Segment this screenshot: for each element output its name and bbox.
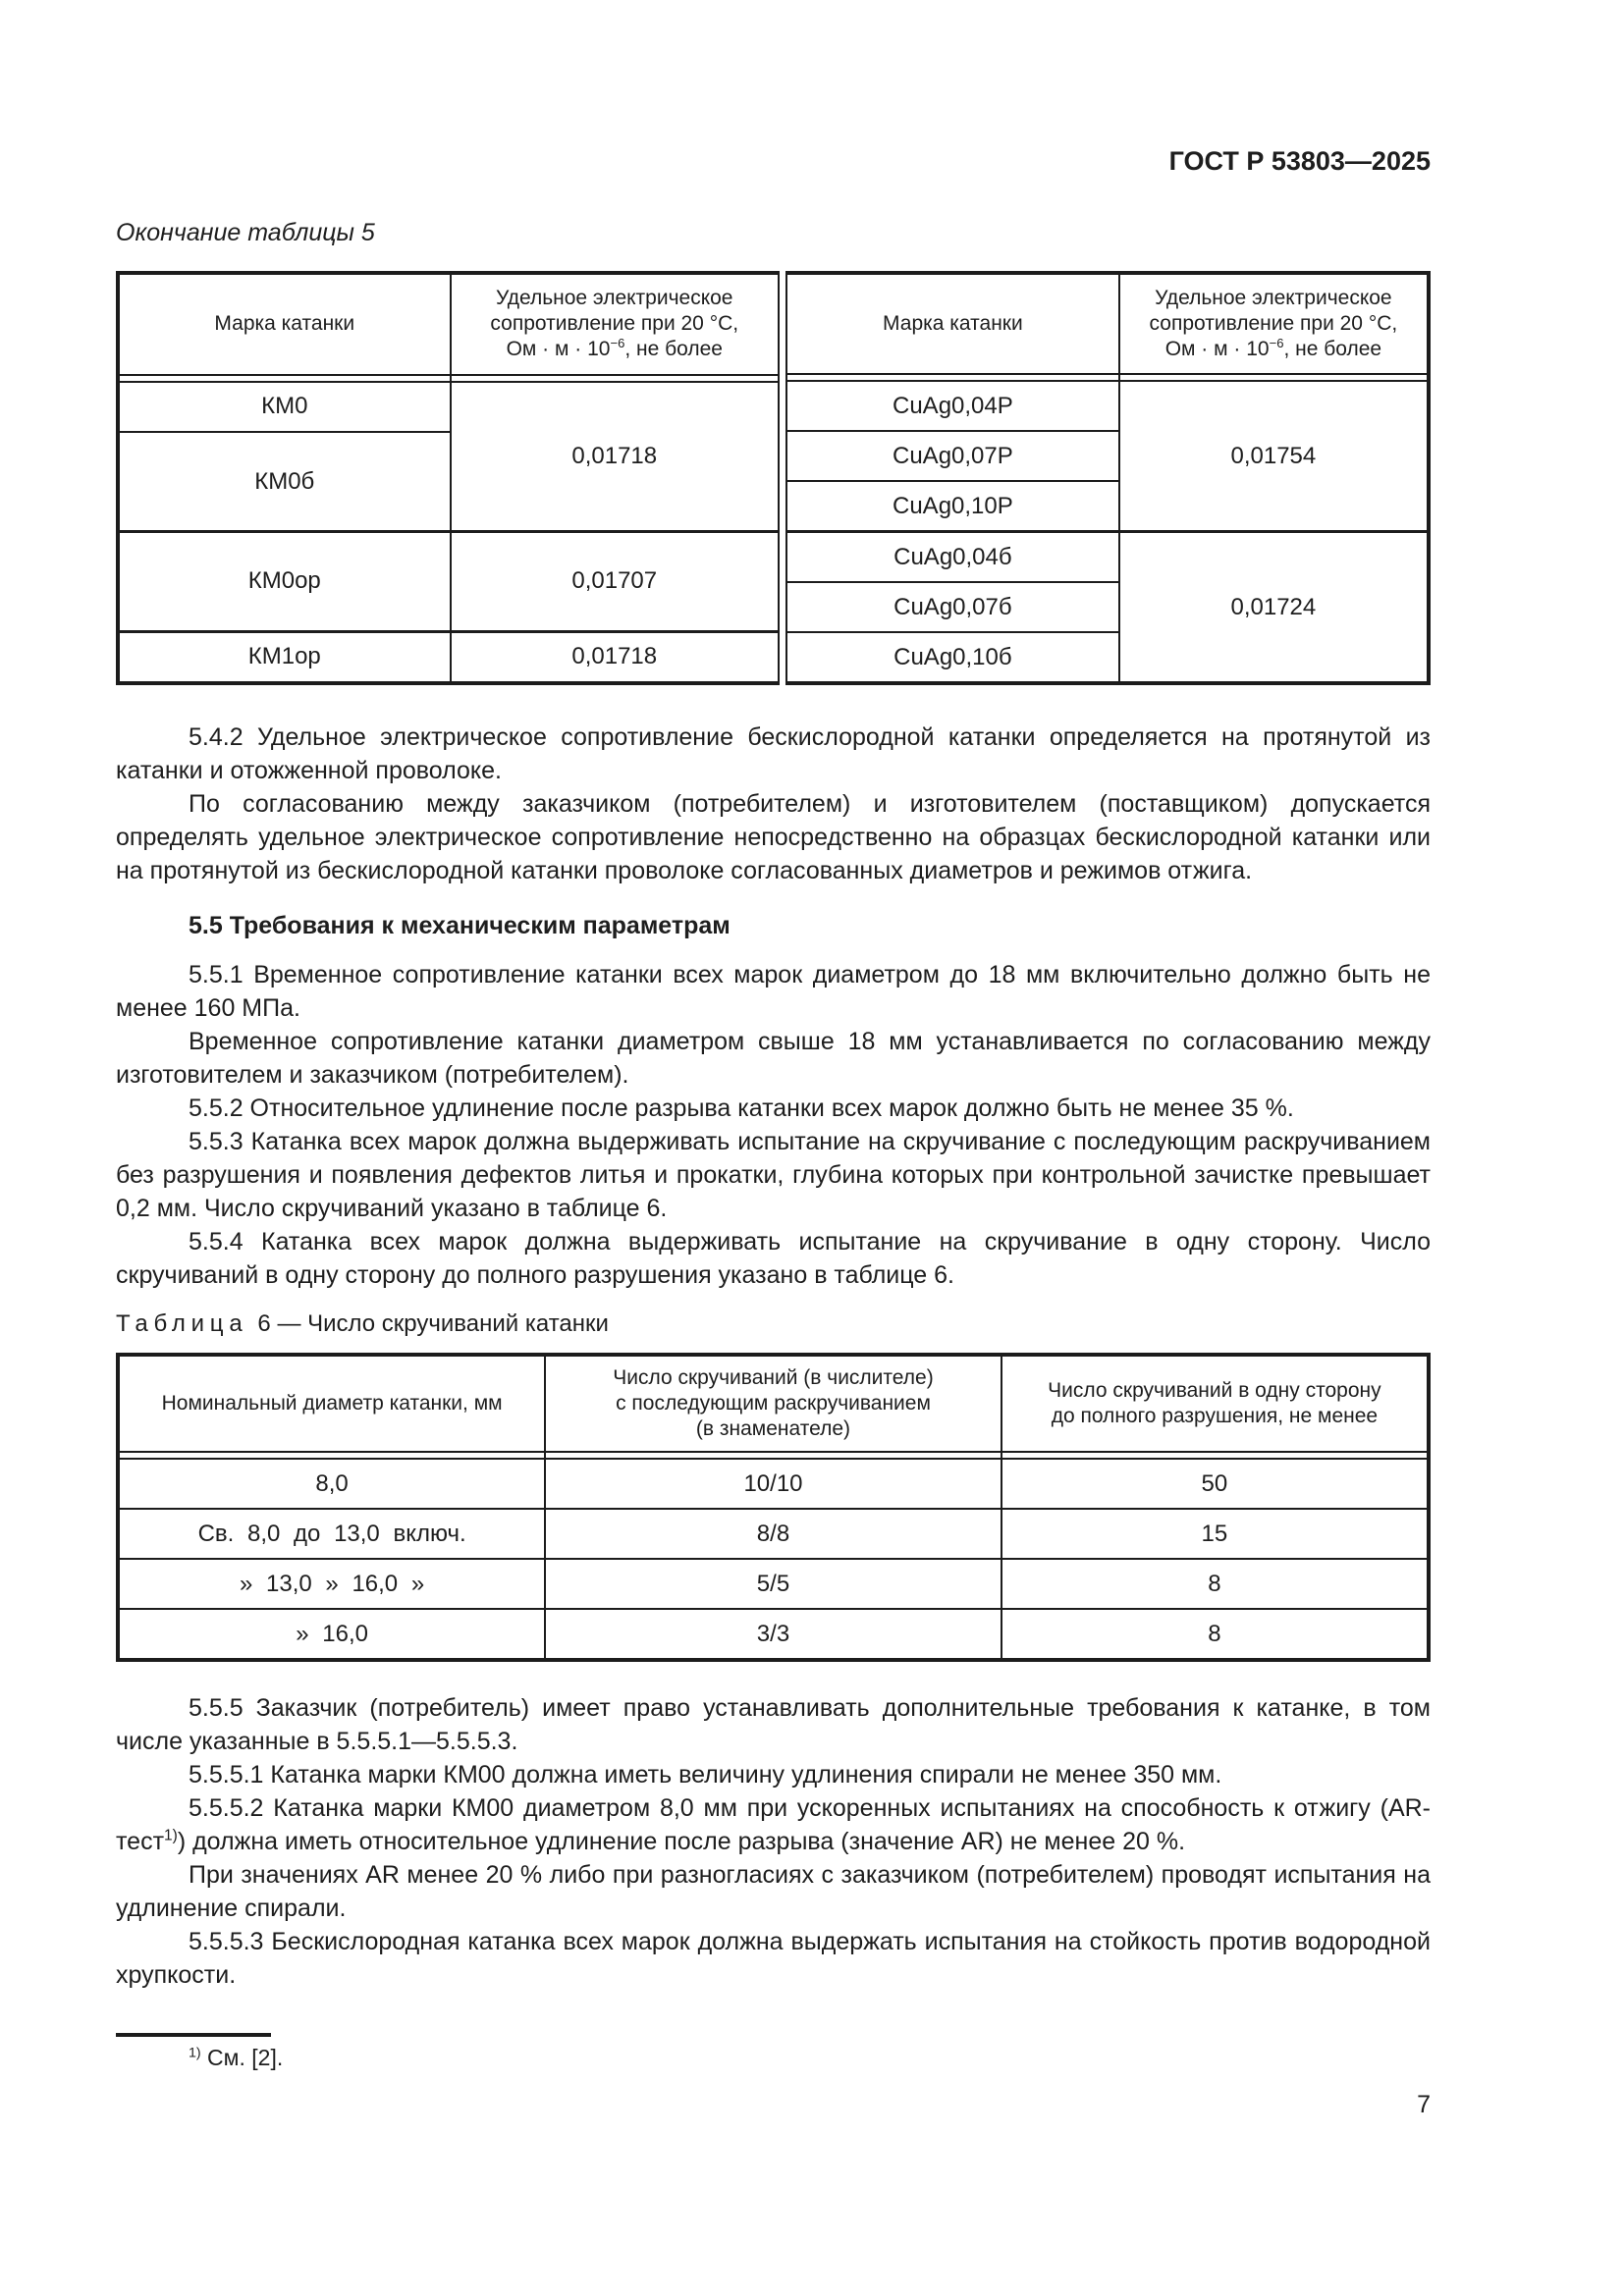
paragraph-5-5-4: 5.5.4 Катанка всех марок должна выдерживать испытание на скручивание в одну сторону. Число скручиваний в одну сторону до полного разрушения указано в таблице 6. — [116, 1228, 1431, 1289]
twists-cell: 8/8 — [545, 1509, 1001, 1559]
diameter-cell: » 13,0 » 16,0 » — [118, 1559, 545, 1609]
exponent-superscript: −6 — [1269, 336, 1284, 350]
table5-right-header-row — [786, 273, 1429, 374]
table-row — [118, 1459, 1429, 1509]
grade-cell: CuAg0,07Р — [786, 431, 1119, 481]
table-row — [118, 531, 779, 631]
grade-cell: CuAg0,04б — [786, 532, 1119, 583]
table6-caption — [116, 1309, 1431, 1339]
table-row — [118, 631, 779, 683]
grade-cell: КМ1ор — [118, 631, 451, 683]
diameter-cell: Св. 8,0 до 13,0 включ. — [118, 1509, 545, 1559]
grade-cell: CuAg0,04Р — [786, 381, 1119, 431]
table5-left-header-row — [118, 273, 779, 375]
resistivity-header-line1: Удельное электрическое — [496, 287, 733, 310]
paragraph-5-4-2-cont: По согласованию между заказчиком (потребителем) и изготовителем (поставщиком) допускается определять удельное электрическое сопротивление непосредственно на образцах бескислородной катанки или на протянутой из бескислородной катанки проволоке согласованных диаметров и режимов отжига. — [116, 790, 1431, 884]
table6-header-one-side: Число скручиваний в одну сторону до полного разрушения, не менее — [1001, 1355, 1429, 1452]
grade-cell: КМ0 — [118, 382, 451, 432]
grade-cell: CuAg0,07б — [786, 582, 1119, 632]
resistivity-value-cell: 0,01754 — [1119, 381, 1429, 532]
table-row — [118, 1509, 1429, 1559]
footnote-marker: 1) — [189, 2045, 201, 2061]
twists-cell: 10/10 — [545, 1459, 1001, 1509]
table-row — [118, 382, 779, 432]
paragraph-5-5-5-2: 5.5.5.2 Катанка марки КМ00 диаметром 8,0 мм при ускоренных испытаниях на способность к отжигу (AR-тест$^{1)}$) должна иметь относительное удлинение после разрыва (значение AR) не менее 20 %. — [116, 1794, 1431, 1855]
table-row — [786, 532, 1429, 583]
table5-left-header-resistivity — [451, 273, 779, 375]
table6-header-diameter: Номинальный диаметр катанки, мм — [118, 1355, 545, 1452]
paragraph-5-5-5-2-cont: При значениях AR менее 20 % либо при разногласиях с заказчиком (потребителем) проводят испытания на удлинение спирали. — [116, 1861, 1431, 1922]
paragraph-5-4-2: 5.4.2 Удельное электрическое сопротивление бескислородной катанки определяется на протянутой из катанки и отожженной проволоке. — [116, 723, 1431, 784]
one-side-cell: 8 — [1001, 1609, 1429, 1660]
paragraph-5-5-2: 5.5.2 Относительное удлинение после разрыва катанки всех марок должно быть не менее 35 %. — [189, 1095, 1294, 1122]
table5-right-header-mark: Марка катанки — [786, 273, 1119, 374]
heading-5-5: 5.5 Требования к механическим параметрам — [189, 912, 731, 939]
header-separator-gap — [786, 374, 1429, 381]
footnote-rule — [116, 2033, 271, 2037]
paragraph-5-5-1-cont: Временное сопротивление катанки диаметром свыше 18 мм устанавливается по согласованию между изготовителем и заказчиком (потребителем). — [116, 1028, 1431, 1089]
grade-cell: КМ0ор — [118, 531, 451, 631]
paragraph-5-5-5: 5.5.5 Заказчик (потребитель) имеет право устанавливать дополнительные требования к катанке, в том числе указанные в 5.5.5.1—5.5.5.3. — [116, 1694, 1431, 1755]
one-side-cell: 8 — [1001, 1559, 1429, 1609]
twists-cell: 5/5 — [545, 1559, 1001, 1609]
resistivity-header-line3: Ом · $м \cdot 10^{-6}$, не более — [1164, 336, 1382, 360]
grade-cell: CuAg0,10Р — [786, 481, 1119, 532]
paragraph-5-5-5-1: 5.5.5.1 Катанка марки КМ00 должна иметь величину удлинения спирали не менее 350 мм. — [189, 1761, 1222, 1789]
table6 — [116, 1353, 1431, 1662]
table-row — [118, 1559, 1429, 1609]
resistivity-value-cell: 0,01707 — [451, 531, 779, 631]
diameter-cell: » 16,0 — [118, 1609, 545, 1660]
table6-header-twists: Число скручиваний (в числителе) с последующим раскручиванием (в знаменателе) — [545, 1355, 1001, 1452]
resistivity-header-line2: сопротивление при 20 °С, — [490, 312, 739, 336]
resistivity-header-line3: Ом · $м \cdot 10^{-6}$, не более — [506, 336, 723, 361]
footnote: $^{1)}$ См. [2]. — [189, 2045, 284, 2070]
footnote-reference-mark: 1) — [164, 1827, 178, 1844]
table6-caption-word: Таблица — [116, 1310, 248, 1337]
table6-caption-text: 6 — Число скручиваний катанки — [257, 1310, 609, 1337]
header-separator-gap — [118, 1452, 1429, 1459]
table5-left-half — [116, 271, 780, 685]
resistivity-value-cell: 0,01718 — [451, 631, 779, 683]
table-row — [786, 381, 1429, 431]
table5-right-half — [785, 271, 1431, 685]
table5-right-header-resistivity — [1119, 273, 1429, 374]
resistivity-header-line2: сопротивление при 20 °С, — [1149, 312, 1398, 335]
paragraph-5-5-1: 5.5.1 Временное сопротивление катанки всех марок диаметром до 18 мм включительно должно быть не менее 160 МПа. — [116, 961, 1431, 1022]
resistivity-header-line1: Удельное электрическое — [1155, 287, 1392, 309]
text-block — [116, 0, 1431, 2119]
twists-cell: 3/3 — [545, 1609, 1001, 1660]
diameter-cell: 8,0 — [118, 1459, 545, 1509]
resistivity-value-cell: 0,01718 — [451, 382, 779, 532]
grade-cell: КМ0б — [118, 432, 451, 531]
table6-header-row — [118, 1355, 1429, 1452]
resistivity-value-cell: 0,01724 — [1119, 532, 1429, 684]
paragraph-5-5-5-3: 5.5.5.3 Бескислородная катанка всех марок должна выдержать испытания на стойкость против водородной хрупкости. — [116, 1928, 1431, 1989]
exponent-superscript: −6 — [610, 336, 625, 351]
grade-cell: CuAg0,10б — [786, 632, 1119, 683]
running-header: ГОСТ Р 53803—2025 — [1168, 146, 1431, 176]
one-side-cell: 50 — [1001, 1459, 1429, 1509]
one-side-cell: 15 — [1001, 1509, 1429, 1559]
table5 — [116, 271, 1431, 685]
table5-continuation-caption: Окончание таблицы 5 — [116, 219, 375, 246]
table-row — [118, 1609, 1429, 1660]
table5-left-header-mark: Марка катанки — [118, 273, 451, 375]
paragraph-5-5-3: 5.5.3 Катанка всех марок должна выдерживать испытание на скручивание с последующим раскручиванием без разрушения и появления дефектов литья и прокатки, глубина которых при контрольной зачистке превышает 0,2 мм. Число скручиваний указано в таблице 6. — [116, 1128, 1431, 1222]
header-separator-gap — [118, 375, 779, 382]
page-number: 7 — [1417, 2091, 1431, 2118]
